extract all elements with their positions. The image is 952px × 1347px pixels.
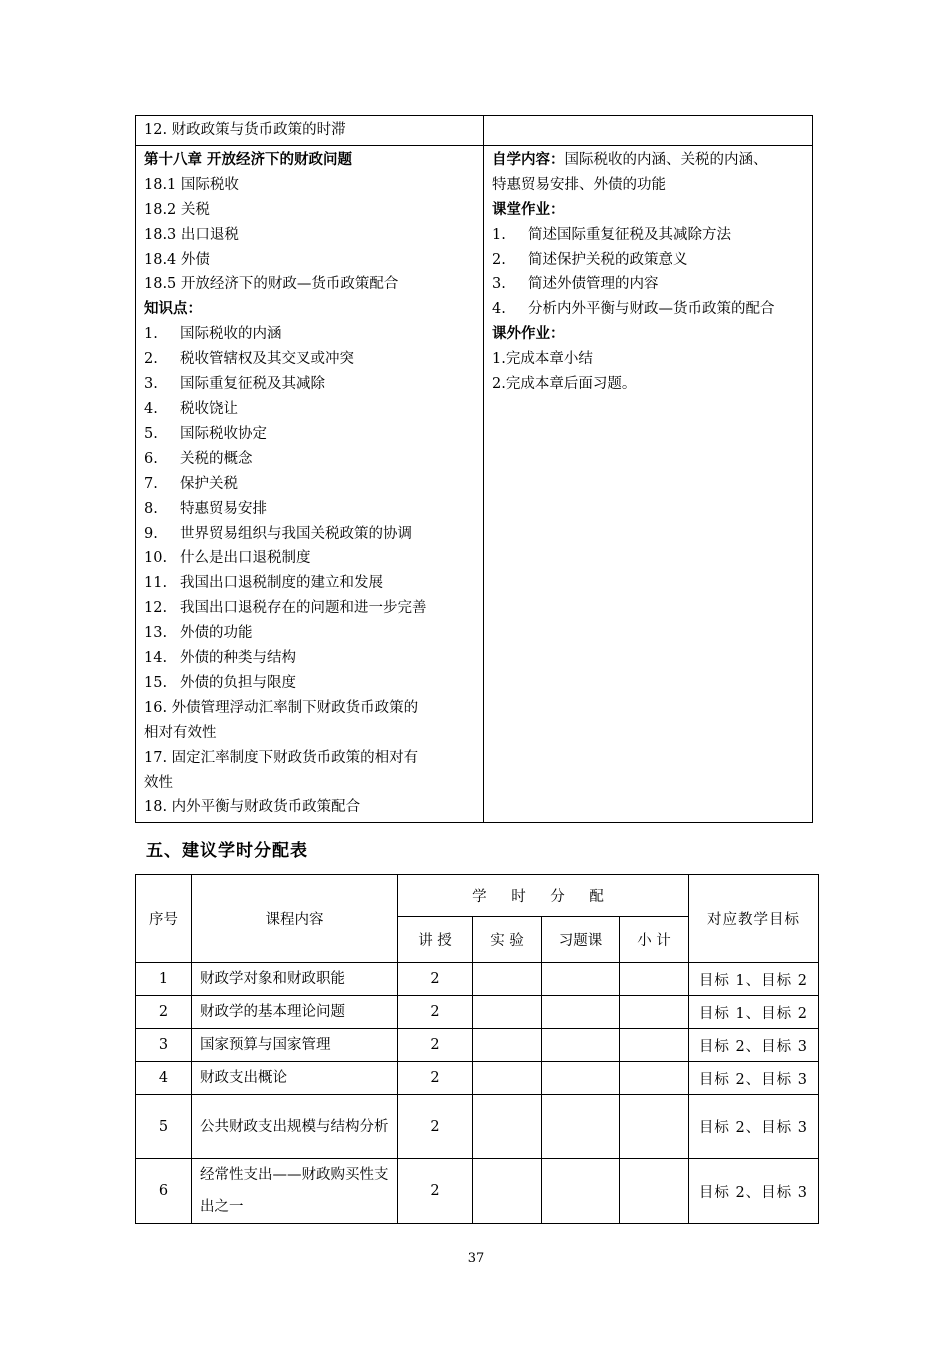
- class-work-text: 简述保护关税的政策意义: [528, 251, 688, 268]
- knowledge-point-number: 1.: [144, 326, 158, 343]
- row-index: 6: [136, 1159, 192, 1224]
- knowledge-point-text: 国际税收的内涵: [180, 326, 282, 343]
- header-lab: 实 验: [473, 917, 542, 963]
- hours-table-body: [136, 963, 819, 1224]
- row-index: 3: [136, 1029, 192, 1062]
- page-number: 37: [467, 1251, 485, 1266]
- row-goals: 目标 1、目标 2: [689, 963, 819, 996]
- knowledge-point: [144, 621, 475, 646]
- row-lab-hours: [473, 1029, 542, 1062]
- knowledge-point: 18. 内外平衡与财政货币政策配合: [144, 799, 361, 816]
- row-content: 财政学的基本理论问题: [192, 996, 398, 1029]
- row-subtotal-hours: [620, 1062, 689, 1095]
- knowledge-point: [144, 571, 475, 596]
- chapter-outline-cell: [136, 145, 484, 822]
- knowledge-point: [144, 522, 475, 547]
- class-work-text: 简述外债管理的内容: [528, 276, 659, 293]
- row-lecture-hours: 2: [398, 1062, 473, 1095]
- knowledge-point-list: [144, 322, 475, 696]
- row-index: 4: [136, 1062, 192, 1095]
- knowledge-point-number: 11.: [144, 575, 168, 592]
- self-study-text: 国际税收的内涵、关税的内涵、: [564, 151, 768, 168]
- homework-item: 1.完成本章小结: [492, 351, 593, 368]
- class-work-item: [492, 272, 804, 297]
- knowledge-point: [144, 596, 475, 621]
- row-lecture-hours: 2: [398, 1159, 473, 1224]
- row-subtotal-hours: [620, 1029, 689, 1062]
- knowledge-point-text: 外债的种类与结构: [180, 650, 296, 667]
- header-lecture: 讲 授: [398, 917, 473, 963]
- row-subtotal-hours: [620, 1159, 689, 1224]
- header-allocation: 学 时 分 配: [398, 875, 689, 917]
- chapter-title: 第十八章 开放经济下的财政问题: [144, 150, 353, 168]
- class-work-number: 3.: [492, 276, 506, 293]
- knowledge-label: 知识点：: [144, 300, 202, 318]
- table-row: [136, 116, 813, 146]
- row-goals: 目标 1、目标 2: [689, 996, 819, 1029]
- knowledge-point-text: 税收管辖权及其交叉或冲突: [180, 351, 354, 368]
- knowledge-point-number: 6.: [144, 450, 158, 467]
- table-row: [136, 963, 819, 996]
- knowledge-point: 12. 财政政策与货币政策的时滞: [144, 122, 346, 138]
- knowledge-point: [144, 397, 475, 422]
- knowledge-point-number: 5.: [144, 425, 158, 442]
- row-lab-hours: [473, 996, 542, 1029]
- knowledge-point-number: 8.: [144, 500, 158, 517]
- knowledge-point: [144, 497, 475, 522]
- knowledge-point: [144, 646, 475, 671]
- knowledge-point-text: 我国出口退税存在的问题和进一步完善: [180, 600, 427, 617]
- section-item: 18.1 国际税收: [144, 176, 239, 193]
- table-row: [136, 1029, 819, 1062]
- knowledge-point-continued: 效性: [144, 774, 173, 791]
- knowledge-point-text: 外债的负担与限度: [180, 674, 296, 691]
- section-item: 18.3 出口退税: [144, 226, 239, 243]
- row-content: 公共财政支出规模与结构分析: [192, 1095, 398, 1159]
- knowledge-point-number: 7.: [144, 475, 158, 492]
- knowledge-point-text: 国际税收协定: [180, 425, 267, 442]
- header-content: 课程内容: [192, 875, 398, 963]
- knowledge-point: [144, 671, 475, 696]
- class-work-label: 课堂作业：: [492, 200, 565, 218]
- row-index: 1: [136, 963, 192, 996]
- row-lab-hours: [473, 1159, 542, 1224]
- row-index: 2: [136, 996, 192, 1029]
- header-row: [136, 875, 819, 917]
- knowledge-point-number: 2.: [144, 351, 158, 368]
- row-lecture-hours: 2: [398, 996, 473, 1029]
- row-goals: 目标 2、目标 3: [689, 1062, 819, 1095]
- row-lab-hours: [473, 1062, 542, 1095]
- header-exercise: 习题课: [542, 917, 620, 963]
- knowledge-point: [144, 472, 475, 497]
- row-content: 经常性支出——财政购买性支出之一: [192, 1159, 398, 1224]
- header-subtotal: 小 计: [620, 917, 689, 963]
- row-lecture-hours: 2: [398, 963, 473, 996]
- row-index: 5: [136, 1095, 192, 1159]
- row-lab-hours: [473, 963, 542, 996]
- row-goals: 目标 2、目标 3: [689, 1095, 819, 1159]
- row-exercise-hours: [542, 1159, 620, 1224]
- knowledge-point: 17. 固定汇率制度下财政货币政策的相对有: [144, 749, 419, 766]
- header-goals: 对应教学目标: [689, 875, 819, 963]
- table-row: [136, 145, 813, 822]
- knowledge-point-text: 国际重复征税及其减除: [180, 376, 325, 393]
- row-exercise-hours: [542, 1029, 620, 1062]
- class-work-number: 2.: [492, 251, 506, 268]
- knowledge-point: [144, 322, 475, 347]
- row-exercise-hours: [542, 1062, 620, 1095]
- row-content: 国家预算与国家管理: [192, 1029, 398, 1062]
- knowledge-point-number: 12.: [144, 600, 168, 617]
- knowledge-point-number: 4.: [144, 400, 158, 417]
- class-work-text: 简述国际重复征税及其减除方法: [528, 226, 731, 243]
- row-content: 财政支出概论: [192, 1062, 398, 1095]
- class-work-item: [492, 223, 804, 248]
- table-row: [136, 1062, 819, 1095]
- knowledge-point: [144, 546, 475, 571]
- knowledge-point-number: 13.: [144, 625, 168, 642]
- knowledge-point-text: 世界贸易组织与我国关税政策的协调: [180, 525, 412, 542]
- row-lecture-hours: 2: [398, 1095, 473, 1159]
- row-lab-hours: [473, 1095, 542, 1159]
- section-item: 18.2 关税: [144, 201, 210, 218]
- table-row: [136, 1159, 819, 1224]
- knowledge-point-text: 保护关税: [180, 475, 238, 492]
- hours-allocation-table: [135, 874, 819, 1224]
- homework-item: 2.完成本章后面习题。: [492, 376, 637, 393]
- homework-label: 课外作业：: [492, 325, 565, 343]
- knowledge-point-number: 10.: [144, 550, 168, 567]
- class-work-text: 分析内外平衡与财政—货币政策的配合: [528, 301, 775, 318]
- row-content: 财政学对象和财政职能: [192, 963, 398, 996]
- knowledge-point-continued: 相对有效性: [144, 724, 217, 741]
- row-goals: 目标 2、目标 3: [689, 1029, 819, 1062]
- row-lecture-hours: 2: [398, 1029, 473, 1062]
- knowledge-point-number: 14.: [144, 650, 168, 667]
- knowledge-point-text: 关税的概念: [180, 450, 253, 467]
- assignments-cell: [484, 145, 813, 822]
- knowledge-point-text: 外债的功能: [180, 625, 253, 642]
- knowledge-point-text: 特惠贸易安排: [180, 500, 267, 517]
- table-row: [136, 996, 819, 1029]
- row-goals: 目标 2、目标 3: [689, 1159, 819, 1224]
- header-index: 序号: [136, 875, 192, 963]
- row-subtotal-hours: [620, 1095, 689, 1159]
- row-exercise-hours: [542, 963, 620, 996]
- self-study-label: 自学内容：: [492, 150, 565, 168]
- class-work-number: 1.: [492, 226, 506, 243]
- row-exercise-hours: [542, 996, 620, 1029]
- previous-item-cell: [136, 116, 484, 146]
- class-work-item: [492, 297, 804, 322]
- row-subtotal-hours: [620, 996, 689, 1029]
- knowledge-point: [144, 447, 475, 472]
- knowledge-point-number: 9.: [144, 525, 158, 542]
- knowledge-point-number: 15.: [144, 674, 168, 691]
- empty-cell: [484, 116, 813, 146]
- knowledge-point-text: 我国出口退税制度的建立和发展: [180, 575, 383, 592]
- class-work-item: [492, 248, 804, 273]
- row-exercise-hours: [542, 1095, 620, 1159]
- knowledge-point: 16. 外债管理浮动汇率制下财政货币政策的: [144, 699, 419, 716]
- table-row: [136, 1095, 819, 1159]
- section-heading: 五、建议学时分配表: [146, 841, 308, 861]
- section-item: 18.4 外债: [144, 251, 210, 268]
- class-work-list: [492, 223, 804, 323]
- section-item: 18.5 开放经济下的财政—货币政策配合: [144, 276, 399, 293]
- knowledge-point-text: 税收饶让: [180, 400, 238, 417]
- row-subtotal-hours: [620, 963, 689, 996]
- chapter-content-table: [135, 115, 813, 823]
- knowledge-point: [144, 422, 475, 447]
- knowledge-point-text: 什么是出口退税制度: [180, 550, 311, 567]
- knowledge-point: [144, 347, 475, 372]
- knowledge-point-number: 3.: [144, 376, 158, 393]
- knowledge-point: [144, 372, 475, 397]
- class-work-number: 4.: [492, 301, 506, 318]
- self-study-text-continued: 特惠贸易安排、外债的功能: [492, 176, 666, 193]
